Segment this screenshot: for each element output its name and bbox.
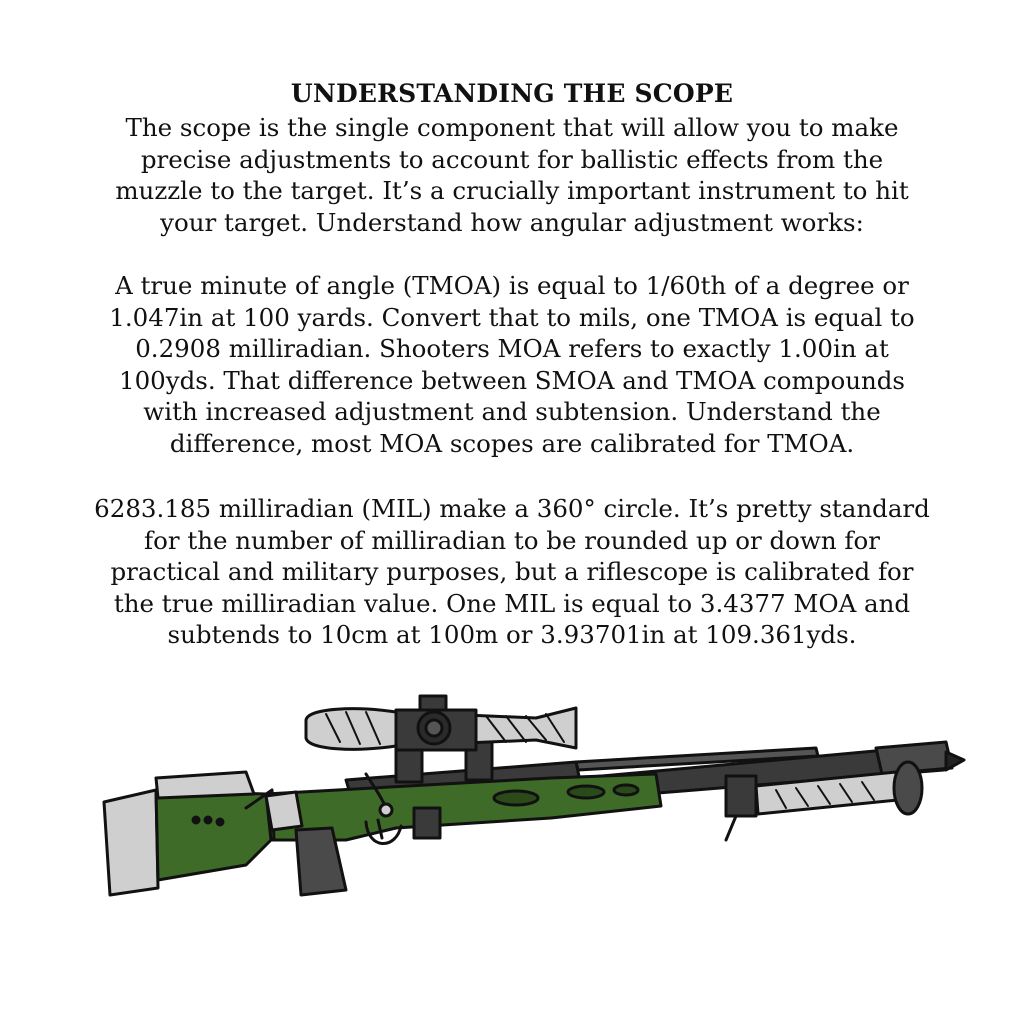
sniper-rifle-illustration bbox=[96, 690, 966, 905]
paragraph-line: muzzle to the target. It’s a crucially important instrument to hit bbox=[115, 176, 909, 206]
paragraph-line: the true milliradian value. One MIL is equal to 3.4377 MOA and bbox=[113, 588, 911, 618]
page-title: UNDERSTANDING THE SCOPE bbox=[290, 79, 734, 108]
paragraph-line: difference, most MOA scopes are calibrated for TMOA. bbox=[169, 428, 855, 458]
paragraph-line: 0.2908 milliradian. Shooters MOA refers to exactly 1.00in at bbox=[135, 334, 889, 364]
paragraph-mil bbox=[40, 493, 984, 651]
paragraph-tmoa bbox=[40, 270, 984, 460]
paragraph-line: practical and military purposes, but a riflescope is calibrated for bbox=[110, 557, 914, 587]
paragraph-line: precise adjustments to account for ballistic effects from the bbox=[140, 144, 884, 174]
paragraph-line: The scope is the single component that will allow you to make bbox=[125, 113, 899, 142]
paragraph-line: your target. Understand how angular adjustment works: bbox=[160, 207, 864, 237]
paragraph-line: 1.047in at 100 yards. Convert that to mils, one TMOA is equal to bbox=[109, 302, 915, 332]
paragraph-line: A true minute of angle (TMOA) is equal to 1/60th of a degree or bbox=[115, 271, 909, 300]
paragraph-line: subtends to 10cm at 100m or 3.93701in at 109.361yds. bbox=[167, 620, 857, 650]
paragraph-line: with increased adjustment and subtension. Understand the bbox=[143, 397, 881, 427]
paragraph-line: 100yds. That difference between SMOA and TMOA compounds bbox=[118, 365, 906, 395]
paragraph-scope-intro bbox=[40, 112, 984, 238]
paragraph-line: 6283.185 milliradian (MIL) make a 360° circle. It’s pretty standard bbox=[94, 494, 930, 523]
paragraph-line: for the number of milliradian to be rounded up or down for bbox=[144, 525, 880, 555]
